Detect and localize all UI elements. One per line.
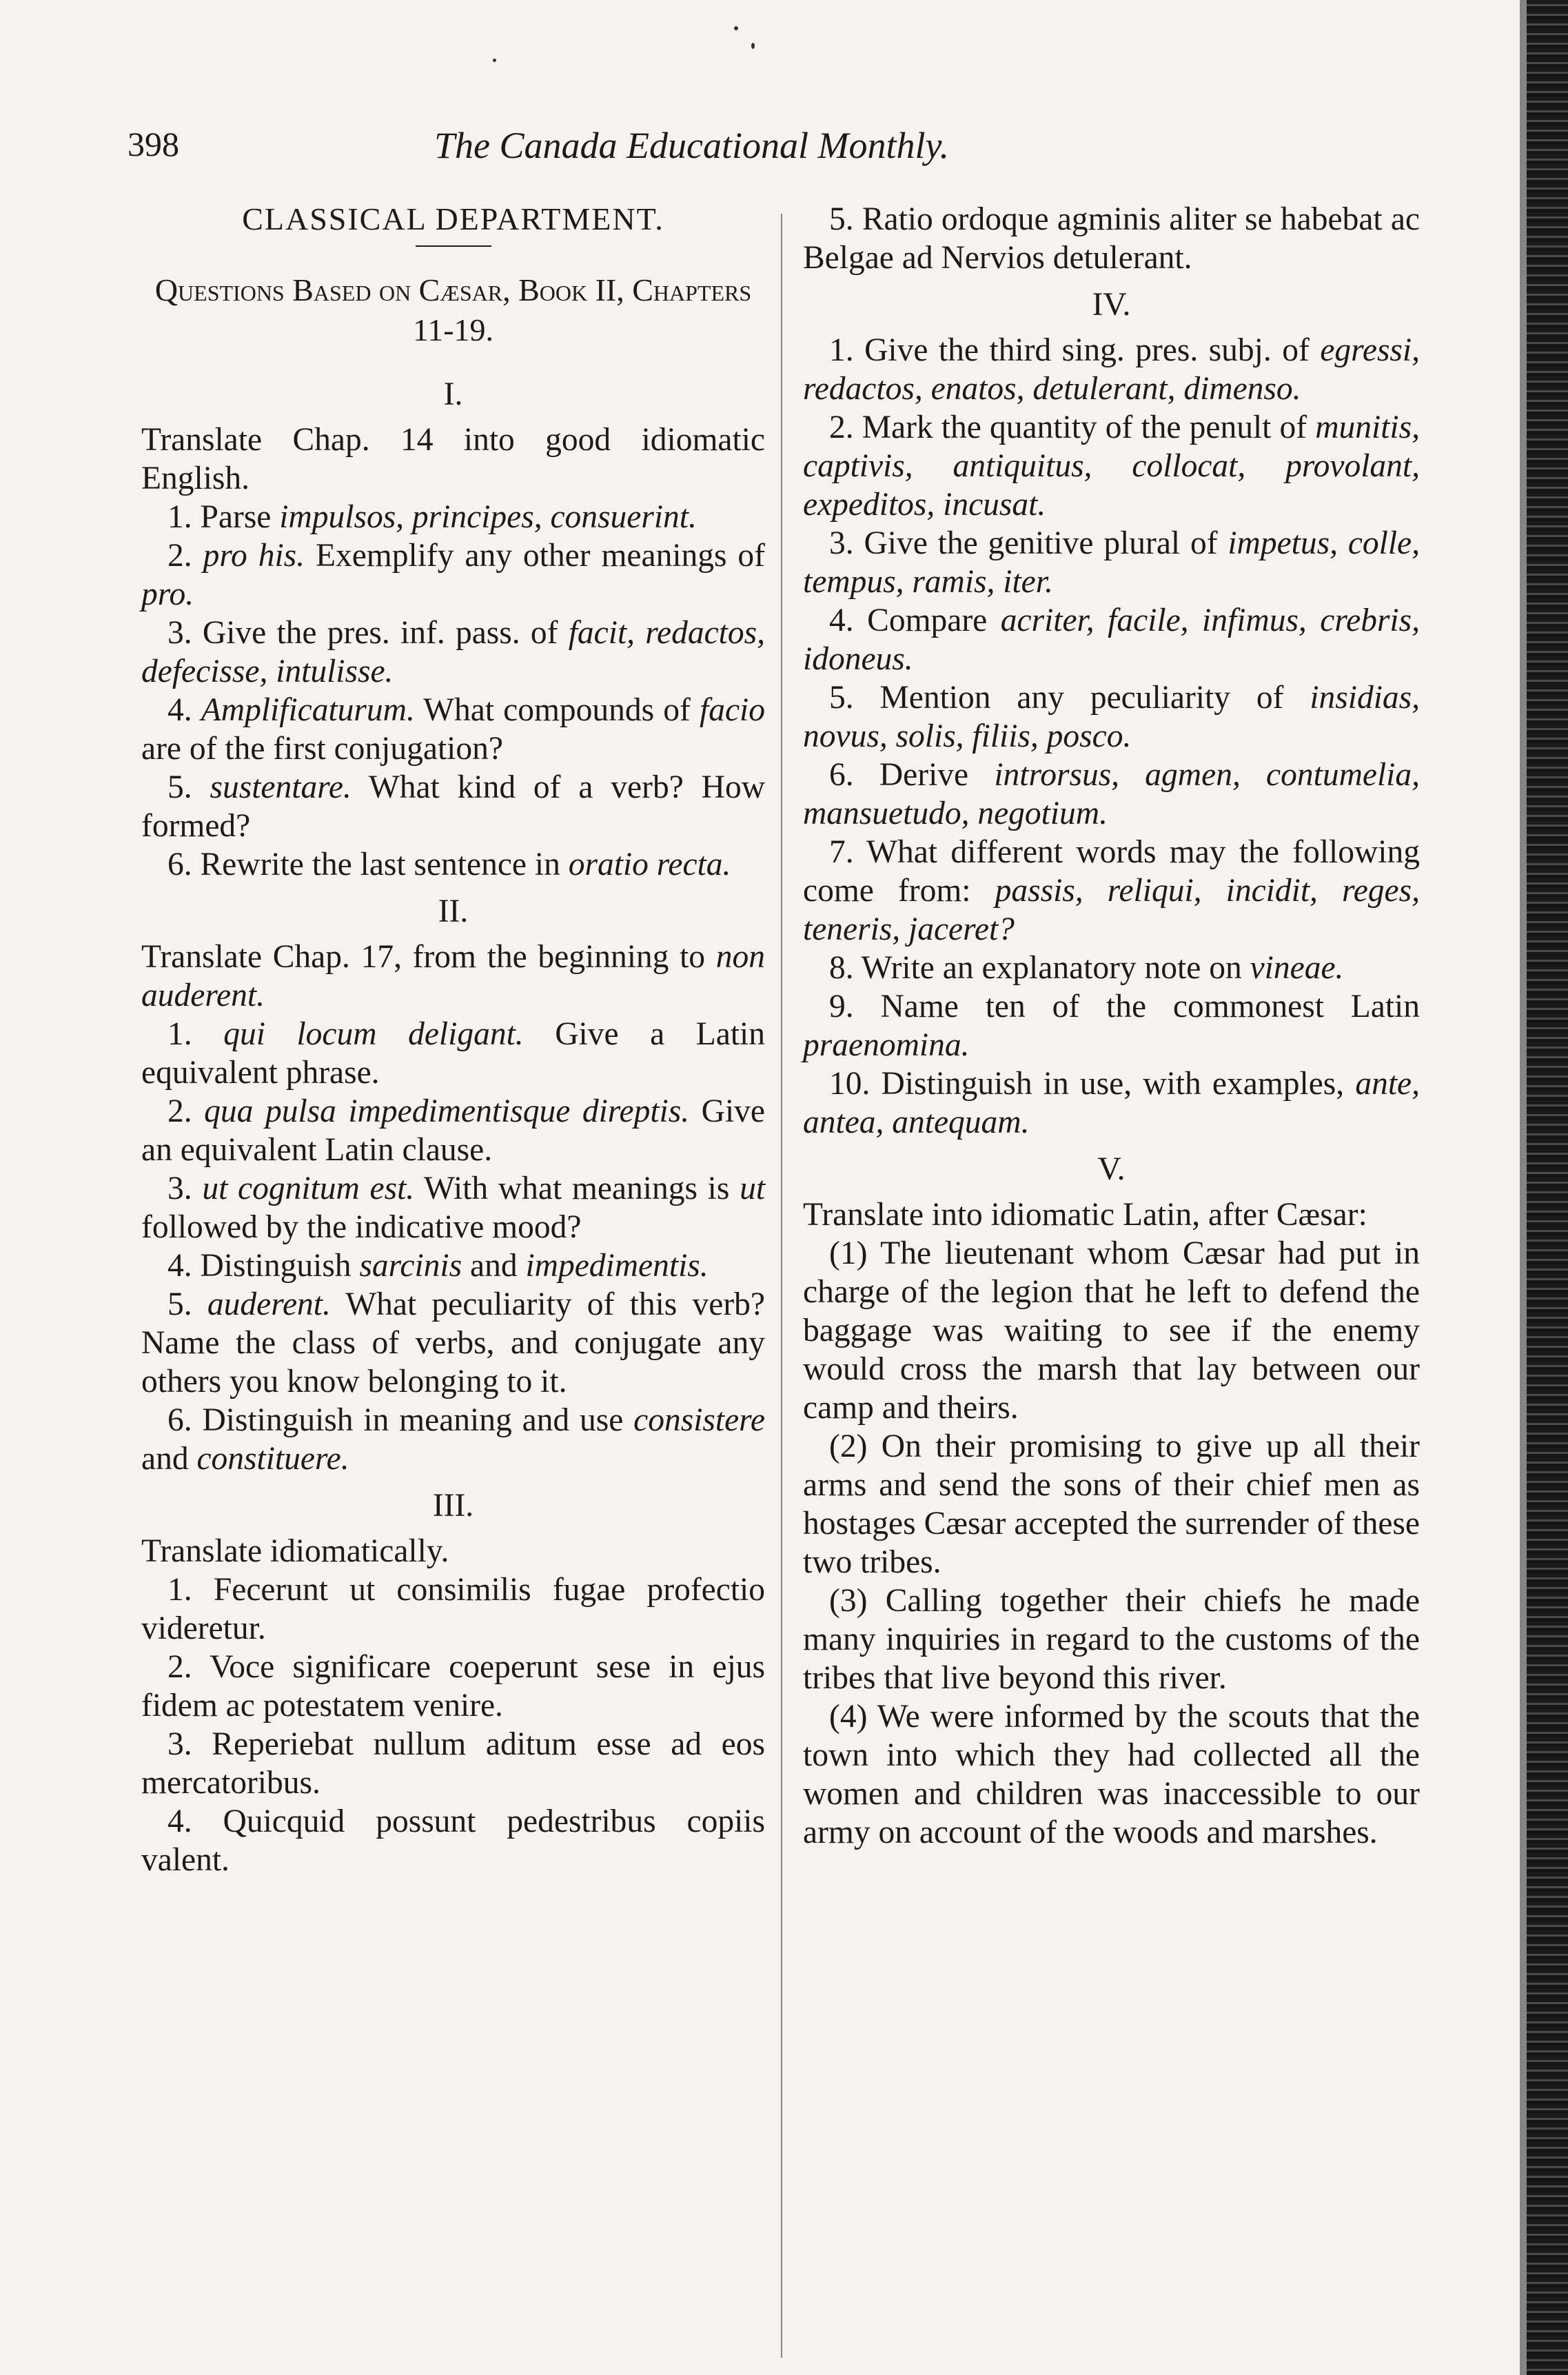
question-i-2: 2. pro his. Exemplify any other meanings of pro. <box>141 538 765 612</box>
latin-term: passis, reliqui, incidit, reges, teneris, jaceret? <box>803 873 1420 947</box>
latin-term: impetus, colle, tempus, ramis, iter. <box>803 525 1420 600</box>
question-text: Translate Chap. 17, from the beginning to <box>141 939 716 975</box>
question-text: 4. Distinguish <box>167 1248 360 1284</box>
question-text: What kind of a verb? How formed? <box>141 769 766 844</box>
question-ii-2: 2. qua pulsa impedimentisque direptis. Give an equivalent Latin clause. <box>141 1093 765 1168</box>
question-text: With what meanings is <box>414 1171 740 1206</box>
question-i-3 <box>141 614 765 691</box>
exercise-v-4: (4) We were informed by the scouts that the town into which they had collected all the women and children was inaccessible to our army on account of the woods and marshes. <box>803 1699 1420 1850</box>
question-text: followed by the indicative mood? <box>141 1209 582 1245</box>
question-text: 1. Parse <box>167 499 280 535</box>
right-column <box>803 200 1420 1852</box>
question-i-4: 4. Amplificaturum. What compounds of facio are of the first conjugation? <box>141 692 766 767</box>
question-text: 3. Give the genitive plural of <box>829 525 1228 561</box>
section-heading-i: I. <box>443 376 463 412</box>
latin-term: auderent. <box>207 1286 331 1322</box>
journal-title: The Canada Educational Monthly. <box>434 125 949 166</box>
question-text: What peculiarity of this verb? Name the class of verbs, and conjugate any others you know belonging to it. <box>141 1286 766 1399</box>
question-iv-7 <box>803 833 1420 949</box>
question-text: 6. Derive <box>829 757 995 793</box>
left-column <box>141 200 765 1879</box>
latin-term: vineae. <box>1250 950 1344 986</box>
question-text: and <box>141 1441 197 1477</box>
scan-edge-border <box>1527 0 1568 2375</box>
running-head <box>128 124 1120 172</box>
page-number: 398 <box>128 125 179 163</box>
scan-speck <box>734 26 738 30</box>
question-ii-5: 5. auderent. What peculiarity of this verb? Name the class of verbs, and conjugate any others you know belonging to it. <box>141 1286 766 1399</box>
latin-term: introrsus, agmen, contumelia, mansuetudo, negotium. <box>803 757 1420 831</box>
question-iii-4: 4. Quicquid possunt pedestribus copiis valent. <box>141 1803 765 1878</box>
latin-term: ut <box>740 1171 766 1206</box>
section-heading-ii: II. <box>438 893 469 929</box>
question-ii-4 <box>141 1246 765 1285</box>
latin-term: munitis, captivis, antiquitus, collocat, provolant, expeditos, incusat. <box>803 410 1420 523</box>
title-rule <box>416 245 491 247</box>
department-title: CLASSICAL DEPARTMENT. <box>242 201 664 236</box>
question-iii-5: 5. Ratio ordoque agminis aliter se habebat ac Belgae ad Nervios detulerant. <box>803 201 1420 276</box>
question-text: 5. Mention any peculiarity of <box>829 680 1310 716</box>
latin-term: sarcinis <box>359 1248 462 1284</box>
latin-term: qua pulsa impedimentisque direptis. <box>204 1093 690 1129</box>
question-text: 10. Distinguish in use, with examples, <box>829 1066 1356 1102</box>
question-text: Give an equivalent Latin clause. <box>141 1093 765 1168</box>
question-iv-8 <box>803 949 1420 987</box>
section-iii-intro: Translate idiomatically. <box>141 1533 449 1569</box>
section-heading-v: V. <box>1097 1151 1126 1187</box>
question-ii-3: 3. ut cognitum est. With what meanings is ut followed by the indicative mood? <box>141 1171 766 1245</box>
latin-term: qui locum deligant. <box>223 1016 524 1052</box>
question-iii-3: 3. Reperiebat nullum aditum esse ad eos mercatoribus. <box>141 1726 765 1801</box>
exercise-v-1: (1) The lieutenant whom Cæsar had put in charge of the legion that he left to defend the baggage was waiting to see if the enemy would cross the marsh that lay between our camp and theirs. <box>803 1235 1420 1426</box>
question-i-6 <box>141 845 765 884</box>
exercise-v-3: (3) Calling together their chiefs he made many inquiries in regard to the customs of the tribes that live beyond this river. <box>803 1583 1420 1696</box>
question-text: 4. Compare <box>829 603 1001 638</box>
scan-edge-shadow <box>1520 0 1527 2375</box>
latin-term: facio <box>700 692 766 728</box>
question-text: are of the first conjugation? <box>141 731 503 767</box>
question-iii-1: 1. Fecerunt ut consimilis fugae profectio videretur. <box>141 1572 765 1646</box>
latin-term: praenomina. <box>803 1027 970 1063</box>
section-v-intro: Translate into idiomatic Latin, after Cæsar: <box>803 1197 1367 1233</box>
question-iv-6 <box>803 756 1420 833</box>
question-iv-1 <box>803 331 1420 408</box>
latin-term: impulsos, principes, consuerint. <box>279 499 697 535</box>
latin-term: constituere. <box>196 1441 349 1477</box>
question-text: What compounds of <box>414 692 700 728</box>
section-heading-iii: III. <box>432 1488 474 1524</box>
latin-term: impedimentis. <box>525 1248 709 1284</box>
column-divider <box>781 214 782 2358</box>
scan-speck <box>493 59 496 62</box>
question-i-5: 5. sustentare. What kind of a verb? How formed? <box>141 769 766 844</box>
question-text: 6. Distinguish in meaning and use <box>167 1402 634 1438</box>
question-iv-4 <box>803 601 1420 678</box>
question-text: 3. Give the pres. inf. pass. of <box>167 615 569 651</box>
question-text: 7. What different words may the following come from: <box>803 834 1420 909</box>
section-ii-intro <box>141 938 765 1015</box>
question-text: 6. Rewrite the last sentence in <box>167 847 569 882</box>
latin-term: egressi, redactos, enatos, detulerant, dimenso. <box>803 332 1420 407</box>
question-iv-9 <box>803 987 1420 1064</box>
scan-speck <box>751 43 755 49</box>
latin-term: pro his. <box>203 538 305 574</box>
section-i-intro: Translate Chap. 14 into good idiomatic English. <box>141 422 765 496</box>
question-iv-10 <box>803 1064 1420 1142</box>
question-text: 2. Mark the quantity of the penult of <box>829 410 1316 445</box>
question-i-1 <box>141 498 765 536</box>
question-iii-2: 2. Voce significare coeperunt sese in ejus fidem ac potestatem venire. <box>141 1649 765 1724</box>
latin-term: acriter, facile, infimus, crebris, idoneus. <box>803 603 1420 677</box>
questions-title: Questions Based on Cæsar, Book II, Chapters 11-19. <box>154 272 752 347</box>
section-heading-iv: IV. <box>1092 287 1131 323</box>
latin-term: pro. <box>141 576 194 612</box>
question-iv-2 <box>803 408 1420 524</box>
latin-term: non auderent. <box>141 939 765 1013</box>
latin-term: facit, redactos, defecisse, intulisse. <box>141 615 765 689</box>
question-text: Exemplify any other meanings of <box>305 538 765 574</box>
exercise-v-2: (2) On their promising to give up all their arms and send the sons of their chief men as hostages Cæsar accepted the surrender of these two tribes. <box>803 1428 1420 1580</box>
latin-term: Amplificaturum. <box>201 692 415 728</box>
latin-term: ante, antea, antequam. <box>803 1066 1420 1140</box>
latin-term: insidias, novus, solis, filiis, posco. <box>803 680 1420 754</box>
question-text: 1. Give the third sing. pres. subj. of <box>829 332 1321 368</box>
latin-term: oratio recta. <box>568 847 731 882</box>
latin-term: sustentare. <box>210 769 352 805</box>
latin-term: consistere <box>633 1402 765 1438</box>
question-ii-1: 1. qui locum deligant. Give a Latin equivalent phrase. <box>141 1016 765 1091</box>
question-iv-5 <box>803 678 1420 756</box>
question-text: Give a Latin equivalent phrase. <box>141 1016 765 1091</box>
latin-term: ut cognitum est. <box>202 1171 415 1206</box>
question-text: 9. Name ten of the commonest Latin <box>829 989 1420 1024</box>
question-iv-3 <box>803 524 1420 601</box>
question-ii-6 <box>141 1401 765 1478</box>
question-text: 8. Write an explanatory note on <box>829 950 1250 986</box>
question-text: and <box>462 1248 526 1284</box>
